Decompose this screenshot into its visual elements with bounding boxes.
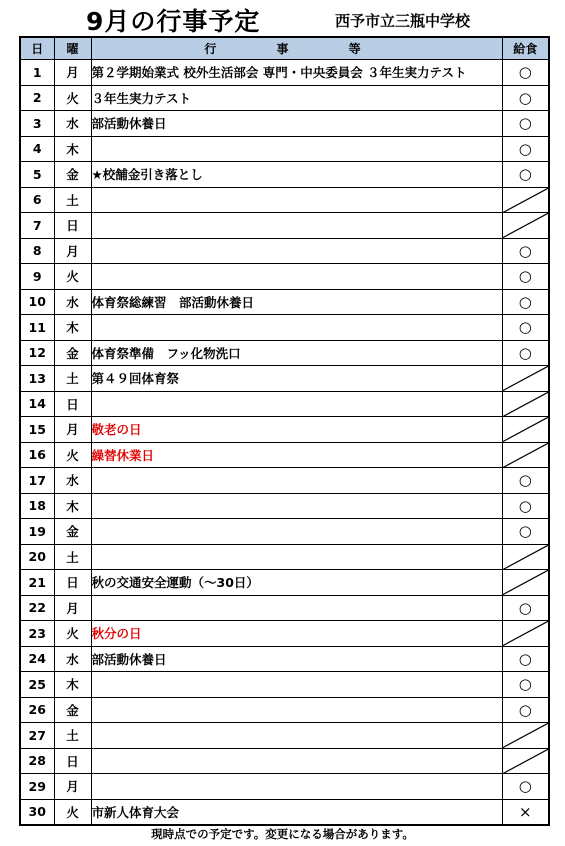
lunch-mark: ○ [518, 343, 532, 362]
slash-icon [503, 545, 549, 570]
weekday: 金 [54, 519, 91, 545]
table-row [20, 646, 549, 672]
day-number: 5 [20, 162, 54, 188]
event-text: 秋分の日 [91, 621, 502, 647]
event-text [91, 544, 502, 570]
weekday: 日 [54, 391, 91, 417]
day-number: 10 [20, 289, 54, 315]
event-text [91, 238, 502, 264]
header-events: 行 事 等 [91, 37, 502, 60]
event-text: 敬老の日 [91, 417, 502, 443]
no-lunch-slash [502, 366, 549, 392]
lunch-cell [502, 697, 549, 723]
lunch-cell [502, 264, 549, 290]
day-number: 25 [20, 672, 54, 698]
weekday: 土 [54, 723, 91, 749]
lunch-cell [502, 646, 549, 672]
lunch-cell [502, 162, 549, 188]
weekday: 金 [54, 162, 91, 188]
event-text: ３年生実力テスト [91, 85, 502, 111]
day-number: 27 [20, 723, 54, 749]
table-row [20, 442, 549, 468]
day-number: 15 [20, 417, 54, 443]
day-number: 2 [20, 85, 54, 111]
weekday: 日 [54, 213, 91, 239]
table-row [20, 136, 549, 162]
schedule-body [20, 60, 549, 826]
lunch-mark: ○ [518, 318, 532, 337]
lunch-mark: ○ [518, 114, 532, 133]
day-number: 14 [20, 391, 54, 417]
weekday: 火 [54, 442, 91, 468]
table-row [20, 748, 549, 774]
lunch-cell [502, 774, 549, 800]
day-number: 28 [20, 748, 54, 774]
weekday: 水 [54, 468, 91, 494]
day-number: 22 [20, 595, 54, 621]
event-text: 市新人体育大会 [91, 799, 502, 825]
no-lunch-slash [502, 213, 549, 239]
lunch-cell [502, 493, 549, 519]
weekday: 水 [54, 646, 91, 672]
lunch-mark: ○ [518, 241, 532, 260]
table-row [20, 111, 549, 137]
lunch-cell [502, 60, 549, 86]
header-row [20, 37, 549, 60]
weekday: 日 [54, 748, 91, 774]
day-number: 3 [20, 111, 54, 137]
lunch-cell [502, 672, 549, 698]
table-row [20, 162, 549, 188]
day-number: 8 [20, 238, 54, 264]
table-row [20, 774, 549, 800]
lunch-mark: ○ [518, 88, 532, 107]
event-text: 第２学期始業式 校外生活部会 専門・中央委員会 ３年生実力テスト [91, 60, 502, 86]
day-number: 21 [20, 570, 54, 596]
table-row [20, 417, 549, 443]
event-text [91, 774, 502, 800]
no-lunch-mark: × [518, 802, 532, 821]
table-row [20, 391, 549, 417]
lunch-cell [502, 136, 549, 162]
table-row [20, 595, 549, 621]
weekday: 木 [54, 315, 91, 341]
day-number: 29 [20, 774, 54, 800]
day-number: 17 [20, 468, 54, 494]
slash-icon [503, 213, 549, 238]
event-text [91, 595, 502, 621]
weekday: 火 [54, 621, 91, 647]
event-text [91, 391, 502, 417]
table-row [20, 289, 549, 315]
weekday: 日 [54, 570, 91, 596]
lunch-mark: ○ [518, 63, 532, 82]
day-number: 1 [20, 60, 54, 86]
lunch-mark: ○ [518, 139, 532, 158]
table-row [20, 697, 549, 723]
table-row [20, 340, 549, 366]
lunch-cell [502, 289, 549, 315]
weekday: 土 [54, 544, 91, 570]
event-text: 部活動休養日 [91, 111, 502, 137]
table-row [20, 238, 549, 264]
slash-icon [503, 749, 549, 774]
table-row [20, 519, 549, 545]
lunch-mark: ○ [518, 522, 532, 541]
no-lunch-slash [502, 621, 549, 647]
slash-icon [503, 570, 549, 595]
weekday: 土 [54, 187, 91, 213]
event-text [91, 468, 502, 494]
day-number: 4 [20, 136, 54, 162]
weekday: 火 [54, 799, 91, 825]
day-number: 24 [20, 646, 54, 672]
weekday: 水 [54, 111, 91, 137]
table-row [20, 544, 549, 570]
weekday: 月 [54, 417, 91, 443]
lunch-cell [502, 111, 549, 137]
lunch-mark: ○ [518, 777, 532, 796]
table-row [20, 315, 549, 341]
event-text [91, 748, 502, 774]
table-row [20, 723, 549, 749]
weekday: 木 [54, 493, 91, 519]
day-number: 30 [20, 799, 54, 825]
slash-icon [503, 621, 549, 646]
event-text: 体育祭総練習 部活動休養日 [91, 289, 502, 315]
lunch-cell [502, 595, 549, 621]
lunch-mark: ○ [518, 649, 532, 668]
slash-icon [503, 366, 549, 391]
weekday: 金 [54, 697, 91, 723]
event-text: 第４９回体育祭 [91, 366, 502, 392]
weekday: 木 [54, 136, 91, 162]
day-number: 9 [20, 264, 54, 290]
weekday: 月 [54, 238, 91, 264]
weekday: 金 [54, 340, 91, 366]
table-row [20, 493, 549, 519]
lunch-cell [502, 519, 549, 545]
slash-icon [503, 392, 549, 417]
weekday: 土 [54, 366, 91, 392]
day-number: 20 [20, 544, 54, 570]
day-number: 18 [20, 493, 54, 519]
table-row [20, 85, 549, 111]
no-lunch-slash [502, 187, 549, 213]
weekday: 月 [54, 774, 91, 800]
event-text: 繰替休業日 [91, 442, 502, 468]
lunch-cell [502, 340, 549, 366]
table-row [20, 570, 549, 596]
event-text [91, 672, 502, 698]
no-lunch-slash [502, 391, 549, 417]
day-number: 19 [20, 519, 54, 545]
event-text [91, 493, 502, 519]
event-text [91, 697, 502, 723]
slash-icon [503, 417, 549, 442]
weekday: 火 [54, 85, 91, 111]
table-row [20, 799, 549, 825]
lunch-cell [502, 85, 549, 111]
day-number: 7 [20, 213, 54, 239]
event-text [91, 723, 502, 749]
header-weekday: 曜 [54, 37, 91, 60]
event-text [91, 136, 502, 162]
no-lunch-slash [502, 748, 549, 774]
header-day: 日 [20, 37, 54, 60]
event-text [91, 264, 502, 290]
lunch-mark: ○ [518, 700, 532, 719]
lunch-cell [502, 799, 549, 825]
lunch-mark: ○ [518, 675, 532, 694]
table-row [20, 621, 549, 647]
event-text [91, 315, 502, 341]
table-row [20, 672, 549, 698]
no-lunch-slash [502, 570, 549, 596]
event-text: ★校舗金引き落とし [91, 162, 502, 188]
day-number: 6 [20, 187, 54, 213]
event-text: 部活動休養日 [91, 646, 502, 672]
no-lunch-slash [502, 544, 549, 570]
lunch-mark: ○ [518, 471, 532, 490]
day-number: 23 [20, 621, 54, 647]
weekday: 火 [54, 264, 91, 290]
table-row [20, 468, 549, 494]
lunch-mark: ○ [518, 496, 532, 515]
event-text: 秋の交通安全運動（～30日） [91, 570, 502, 596]
no-lunch-slash [502, 442, 549, 468]
slash-icon [503, 188, 549, 213]
weekday: 水 [54, 289, 91, 315]
lunch-mark: ○ [518, 267, 532, 286]
slash-icon [503, 723, 549, 748]
page-title: 9月の行事予定 [86, 7, 261, 36]
lunch-mark: ○ [518, 292, 532, 311]
weekday: 木 [54, 672, 91, 698]
lunch-cell [502, 315, 549, 341]
weekday: 月 [54, 595, 91, 621]
footer-note: 現時点での予定です。変更になる場合があります。 [151, 827, 414, 841]
event-text [91, 187, 502, 213]
table-row [20, 60, 549, 86]
event-text [91, 519, 502, 545]
day-number: 11 [20, 315, 54, 341]
schedule-table [19, 36, 550, 826]
day-number: 13 [20, 366, 54, 392]
table-row [20, 213, 549, 239]
day-number: 12 [20, 340, 54, 366]
table-row [20, 264, 549, 290]
event-text: 体育祭準備 フッ化物洗口 [91, 340, 502, 366]
day-number: 26 [20, 697, 54, 723]
header-lunch: 給食 [502, 37, 549, 60]
school-name: 西予市立三瓶中学校 [335, 12, 471, 30]
slash-icon [503, 443, 549, 468]
no-lunch-slash [502, 417, 549, 443]
table-row [20, 187, 549, 213]
no-lunch-slash [502, 723, 549, 749]
lunch-mark: ○ [518, 165, 532, 184]
day-number: 16 [20, 442, 54, 468]
weekday: 月 [54, 60, 91, 86]
table-row [20, 366, 549, 392]
lunch-cell [502, 468, 549, 494]
event-text [91, 213, 502, 239]
lunch-cell [502, 238, 549, 264]
lunch-mark: ○ [518, 598, 532, 617]
